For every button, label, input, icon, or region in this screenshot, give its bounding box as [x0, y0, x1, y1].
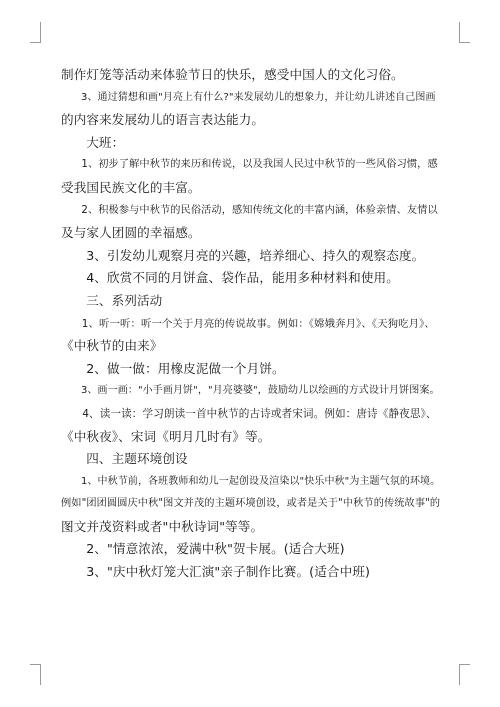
paragraph-line: 例如"团团圆圆庆中秋"图文并茂的主题环境创设，或者是关于"中秋节的传统故事"的 — [61, 498, 441, 510]
paragraph-line: 3、画一画："小手画月饼"，"月亮婆婆"，鼓励幼儿以绘画的方式设计月饼图案。 — [81, 385, 440, 397]
paragraph-line: 2、做一做：用橡皮泥做一个月饼。 — [86, 360, 285, 376]
document-body — [61, 64, 441, 584]
paragraph-line: 3、"庆中秋灯笼大汇演"亲子制作比赛。(适合中班) — [86, 564, 370, 580]
paragraph-line: 及与家人团圆的幸福感。 — [61, 225, 201, 241]
paragraph-line: 1、中秋节前，各班教师和幼儿一起创设及渲染以"快乐中秋"为主题气氛的环境。 — [81, 475, 441, 487]
paragraph-line: 4、读一读：学习朗读一首中秋节的古诗或者宋词。例如：唐诗《静夜思》、 — [82, 407, 437, 420]
paragraph-line: 图文并茂资料或者"中秋诗词"等等。 — [61, 518, 264, 534]
paragraph-line: 1、听一听：听一个关于月亮的传说故事。例如：《嫦娥奔月》、《天狗吃月》、 — [81, 317, 435, 330]
paragraph-line: 2、积极参与中秋节的民俗活动，感知传统文化的丰富内涵，体验亲情、友情以 — [81, 204, 438, 216]
crop-mark-top-left — [30, 22, 41, 43]
paragraph-line: 制作灯笼等活动来体验节日的快乐，感受中国人的文化习俗。 — [61, 67, 404, 82]
crop-mark-bottom-left — [30, 664, 41, 685]
paragraph-line: 4、欣赏不同的月饼盒、袋作品，能用多种材料和使用。 — [86, 270, 399, 286]
paragraph-line: 3、引发幼儿观察月亮的兴趣，培养细心、持久的观察态度。 — [86, 247, 425, 263]
paragraph-line: 《中秋节的由来》 — [61, 338, 163, 354]
paragraph-line: 3、通过猜想和画"月亮上有什么?"来发展幼儿的想象力，并让幼儿讲述自己图画 — [81, 91, 436, 103]
section-heading-environment: 四、主题环境创设 — [86, 451, 188, 467]
section-heading-activities: 三、系列活动 — [86, 292, 163, 308]
paragraph-line: 2、"情意浓浓，爱满中秋"贺卡展。(适合大班) — [86, 541, 345, 557]
paragraph-line: 的内容来发展幼儿的语言表达能力。 — [61, 112, 265, 128]
crop-mark-bottom-right — [459, 664, 470, 685]
crop-mark-top-right — [459, 22, 470, 43]
section-heading-senior-class: 大班： — [86, 134, 125, 150]
paragraph-line: 《中秋夜》、宋词《明月几时有》等。 — [61, 428, 271, 444]
paragraph-line: 1、初步了解中秋节的来历和传说，以及我国人民过中秋节的一些风俗习惯，感 — [81, 159, 438, 171]
paragraph-line: 受我国民族文化的丰富。 — [61, 179, 201, 195]
